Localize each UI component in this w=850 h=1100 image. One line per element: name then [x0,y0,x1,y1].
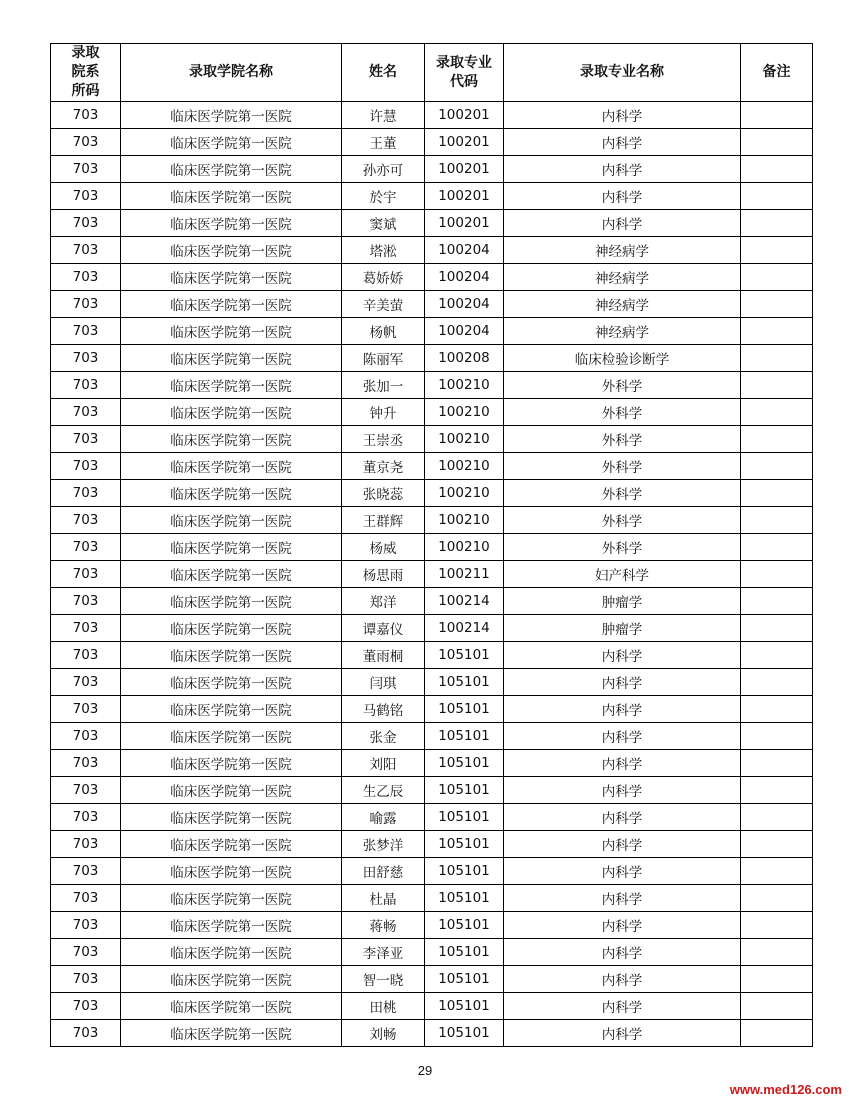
table-row [51,1020,813,1047]
cell-name: 刘畅 [342,1020,425,1047]
cell-college-name: 临床医学院第一医院 [121,642,342,669]
cell-major-code: 105101 [425,750,504,777]
cell-dept-code: 703 [51,885,121,912]
cell-college-name: 临床医学院第一医院 [121,831,342,858]
cell-remarks [741,669,813,696]
cell-college-name: 临床医学院第一医院 [121,372,342,399]
cell-major-code: 105101 [425,912,504,939]
cell-dept-code: 703 [51,480,121,507]
table-row [51,669,813,696]
cell-major-code: 100201 [425,129,504,156]
cell-college-name: 临床医学院第一医院 [121,264,342,291]
cell-major-name: 外科学 [504,399,741,426]
cell-name: 张梦洋 [342,831,425,858]
cell-remarks [741,534,813,561]
cell-remarks [741,480,813,507]
cell-name: 闫琪 [342,669,425,696]
cell-dept-code: 703 [51,1020,121,1047]
cell-dept-code: 703 [51,399,121,426]
cell-remarks [741,723,813,750]
cell-dept-code: 703 [51,966,121,993]
cell-college-name: 临床医学院第一医院 [121,291,342,318]
cell-remarks [741,858,813,885]
cell-major-code: 105101 [425,696,504,723]
admission-table [50,43,813,1047]
cell-remarks [741,291,813,318]
cell-name: 田舒慈 [342,858,425,885]
cell-dept-code: 703 [51,696,121,723]
cell-remarks [741,885,813,912]
cell-college-name: 临床医学院第一医院 [121,885,342,912]
table-row [51,723,813,750]
cell-major-code: 105101 [425,777,504,804]
cell-remarks [741,939,813,966]
table-row [51,372,813,399]
cell-major-name: 内科学 [504,1020,741,1047]
cell-dept-code: 703 [51,939,121,966]
cell-remarks [741,1020,813,1047]
cell-major-name: 内科学 [504,750,741,777]
cell-major-name: 神经病学 [504,237,741,264]
cell-college-name: 临床医学院第一医院 [121,561,342,588]
header-dept-code: 录取院系所码 [51,44,121,102]
cell-name: 葛娇娇 [342,264,425,291]
cell-name: 马鹤铭 [342,696,425,723]
cell-name: 王群辉 [342,507,425,534]
cell-remarks [741,642,813,669]
page-number: 29 [417,1063,433,1078]
header-row [51,44,813,102]
cell-college-name: 临床医学院第一医院 [121,615,342,642]
cell-major-name: 内科学 [504,723,741,750]
cell-college-name: 临床医学院第一医院 [121,210,342,237]
cell-name: 孙亦可 [342,156,425,183]
cell-dept-code: 703 [51,534,121,561]
cell-college-name: 临床医学院第一医院 [121,966,342,993]
cell-college-name: 临床医学院第一医院 [121,480,342,507]
cell-name: 杜晶 [342,885,425,912]
cell-name: 蒋畅 [342,912,425,939]
cell-name: 钟升 [342,399,425,426]
cell-major-name: 内科学 [504,102,741,129]
table-row [51,102,813,129]
cell-college-name: 临床医学院第一医院 [121,453,342,480]
cell-major-code: 100201 [425,156,504,183]
cell-remarks [741,912,813,939]
cell-name: 窦斌 [342,210,425,237]
cell-major-code: 105101 [425,993,504,1020]
cell-major-name: 外科学 [504,453,741,480]
table-row [51,696,813,723]
cell-name: 董雨桐 [342,642,425,669]
header-major-name: 录取专业名称 [504,44,741,102]
cell-dept-code: 703 [51,642,121,669]
cell-major-name: 神经病学 [504,264,741,291]
cell-major-name: 外科学 [504,507,741,534]
header-name: 姓名 [342,44,425,102]
cell-dept-code: 703 [51,426,121,453]
table-row [51,318,813,345]
cell-dept-code: 703 [51,210,121,237]
cell-name: 杨思雨 [342,561,425,588]
cell-major-name: 临床检验诊断学 [504,345,741,372]
cell-name: 许慧 [342,102,425,129]
cell-major-code: 100210 [425,480,504,507]
cell-dept-code: 703 [51,237,121,264]
cell-college-name: 临床医学院第一医院 [121,750,342,777]
cell-major-name: 内科学 [504,831,741,858]
cell-dept-code: 703 [51,615,121,642]
table-row [51,183,813,210]
cell-dept-code: 703 [51,993,121,1020]
cell-major-name: 内科学 [504,696,741,723]
table-row [51,345,813,372]
cell-college-name: 临床医学院第一医院 [121,399,342,426]
cell-name: 张金 [342,723,425,750]
cell-major-code: 100210 [425,426,504,453]
cell-major-name: 肿瘤学 [504,615,741,642]
cell-major-code: 100210 [425,372,504,399]
cell-name: 塔淞 [342,237,425,264]
cell-major-code: 100201 [425,102,504,129]
cell-major-code: 105101 [425,858,504,885]
cell-major-name: 内科学 [504,966,741,993]
cell-major-code: 105101 [425,804,504,831]
cell-name: 王崇丞 [342,426,425,453]
cell-college-name: 临床医学院第一医院 [121,534,342,561]
table-row [51,831,813,858]
cell-major-code: 100210 [425,399,504,426]
cell-dept-code: 703 [51,858,121,885]
cell-dept-code: 703 [51,588,121,615]
cell-major-code: 100210 [425,453,504,480]
cell-major-code: 100204 [425,291,504,318]
table-row [51,534,813,561]
cell-name: 杨威 [342,534,425,561]
cell-dept-code: 703 [51,291,121,318]
cell-college-name: 临床医学院第一医院 [121,804,342,831]
cell-major-code: 105101 [425,885,504,912]
cell-major-name: 外科学 [504,426,741,453]
table-row [51,615,813,642]
cell-college-name: 临床医学院第一医院 [121,345,342,372]
cell-college-name: 临床医学院第一医院 [121,1020,342,1047]
cell-major-code: 105101 [425,642,504,669]
cell-major-code: 100208 [425,345,504,372]
cell-name: 田桃 [342,993,425,1020]
table-row [51,804,813,831]
cell-name: 智一晓 [342,966,425,993]
cell-remarks [741,129,813,156]
cell-dept-code: 703 [51,831,121,858]
cell-major-name: 外科学 [504,480,741,507]
cell-remarks [741,588,813,615]
cell-major-name: 内科学 [504,777,741,804]
cell-dept-code: 703 [51,561,121,588]
cell-remarks [741,264,813,291]
cell-name: 陈丽军 [342,345,425,372]
cell-remarks [741,345,813,372]
cell-major-name: 内科学 [504,156,741,183]
table-row [51,885,813,912]
cell-dept-code: 703 [51,723,121,750]
cell-college-name: 临床医学院第一医院 [121,156,342,183]
cell-dept-code: 703 [51,372,121,399]
table-row [51,399,813,426]
cell-name: 张晓蕊 [342,480,425,507]
cell-name: 生乙辰 [342,777,425,804]
cell-major-code: 105101 [425,669,504,696]
table-row [51,291,813,318]
cell-college-name: 临床医学院第一医院 [121,669,342,696]
cell-college-name: 临床医学院第一医院 [121,696,342,723]
cell-remarks [741,804,813,831]
cell-college-name: 临床医学院第一医院 [121,588,342,615]
cell-major-code: 100214 [425,615,504,642]
cell-major-name: 神经病学 [504,291,741,318]
cell-dept-code: 703 [51,129,121,156]
cell-dept-code: 703 [51,183,121,210]
table-row [51,912,813,939]
cell-remarks [741,507,813,534]
cell-major-code: 105101 [425,939,504,966]
cell-college-name: 临床医学院第一医院 [121,912,342,939]
cell-remarks [741,696,813,723]
cell-remarks [741,993,813,1020]
cell-major-name: 内科学 [504,210,741,237]
cell-name: 杨帆 [342,318,425,345]
cell-major-name: 内科学 [504,183,741,210]
table-row [51,210,813,237]
cell-major-name: 外科学 [504,534,741,561]
cell-remarks [741,237,813,264]
cell-major-code: 100204 [425,237,504,264]
table-row [51,588,813,615]
cell-college-name: 临床医学院第一医院 [121,102,342,129]
cell-name: 喻露 [342,804,425,831]
table-row [51,156,813,183]
table-row [51,750,813,777]
cell-major-name: 内科学 [504,804,741,831]
cell-remarks [741,777,813,804]
cell-name: 刘阳 [342,750,425,777]
header-remarks: 备注 [741,44,813,102]
cell-remarks [741,102,813,129]
cell-major-name: 内科学 [504,129,741,156]
table-row [51,237,813,264]
table-row [51,426,813,453]
cell-college-name: 临床医学院第一医院 [121,723,342,750]
cell-dept-code: 703 [51,453,121,480]
cell-dept-code: 703 [51,318,121,345]
header-college-name: 录取学院名称 [121,44,342,102]
cell-major-code: 100201 [425,183,504,210]
cell-name: 董京尧 [342,453,425,480]
cell-remarks [741,210,813,237]
cell-major-name: 内科学 [504,642,741,669]
table-row [51,966,813,993]
table-row [51,453,813,480]
cell-college-name: 临床医学院第一医院 [121,237,342,264]
cell-remarks [741,561,813,588]
watermark: www.med126.com [729,1082,842,1097]
cell-name: 李泽亚 [342,939,425,966]
cell-major-code: 105101 [425,1020,504,1047]
cell-remarks [741,156,813,183]
cell-major-code: 100214 [425,588,504,615]
cell-major-code: 100211 [425,561,504,588]
cell-dept-code: 703 [51,507,121,534]
cell-name: 辛美萤 [342,291,425,318]
cell-dept-code: 703 [51,912,121,939]
table-row [51,642,813,669]
cell-dept-code: 703 [51,777,121,804]
table-row [51,480,813,507]
cell-remarks [741,453,813,480]
cell-dept-code: 703 [51,345,121,372]
table-row [51,264,813,291]
cell-dept-code: 703 [51,102,121,129]
cell-dept-code: 703 [51,264,121,291]
table-row [51,858,813,885]
cell-dept-code: 703 [51,804,121,831]
cell-major-code: 100210 [425,507,504,534]
table-row [51,561,813,588]
cell-name: 王董 [342,129,425,156]
cell-major-name: 内科学 [504,885,741,912]
cell-college-name: 临床医学院第一医院 [121,426,342,453]
table-row [51,777,813,804]
cell-major-code: 105101 [425,831,504,858]
cell-remarks [741,966,813,993]
cell-name: 於宇 [342,183,425,210]
cell-major-name: 神经病学 [504,318,741,345]
cell-dept-code: 703 [51,669,121,696]
table-row [51,939,813,966]
cell-major-code: 105101 [425,966,504,993]
table-row [51,507,813,534]
cell-college-name: 临床医学院第一医院 [121,993,342,1020]
cell-major-name: 外科学 [504,372,741,399]
cell-name: 郑洋 [342,588,425,615]
cell-major-code: 105101 [425,723,504,750]
cell-major-code: 100204 [425,318,504,345]
cell-name: 张加一 [342,372,425,399]
cell-remarks [741,399,813,426]
cell-major-name: 内科学 [504,939,741,966]
cell-remarks [741,372,813,399]
cell-major-name: 肿瘤学 [504,588,741,615]
cell-major-code: 100201 [425,210,504,237]
table-row [51,129,813,156]
cell-major-name: 妇产科学 [504,561,741,588]
table-row [51,993,813,1020]
table-body [51,102,813,1047]
cell-dept-code: 703 [51,750,121,777]
cell-major-name: 内科学 [504,858,741,885]
cell-dept-code: 703 [51,156,121,183]
cell-college-name: 临床医学院第一医院 [121,777,342,804]
cell-college-name: 临床医学院第一医院 [121,183,342,210]
cell-college-name: 临床医学院第一医院 [121,129,342,156]
cell-college-name: 临床医学院第一医院 [121,507,342,534]
cell-major-name: 内科学 [504,912,741,939]
cell-major-code: 100210 [425,534,504,561]
cell-remarks [741,183,813,210]
header-major-code: 录取专业代码 [425,44,504,102]
cell-name: 谭嘉仪 [342,615,425,642]
cell-remarks [741,426,813,453]
cell-major-code: 100204 [425,264,504,291]
cell-college-name: 临床医学院第一医院 [121,858,342,885]
cell-major-name: 内科学 [504,669,741,696]
cell-remarks [741,750,813,777]
cell-college-name: 临床医学院第一医院 [121,939,342,966]
cell-major-name: 内科学 [504,993,741,1020]
cell-college-name: 临床医学院第一医院 [121,318,342,345]
cell-remarks [741,831,813,858]
cell-remarks [741,318,813,345]
cell-remarks [741,615,813,642]
